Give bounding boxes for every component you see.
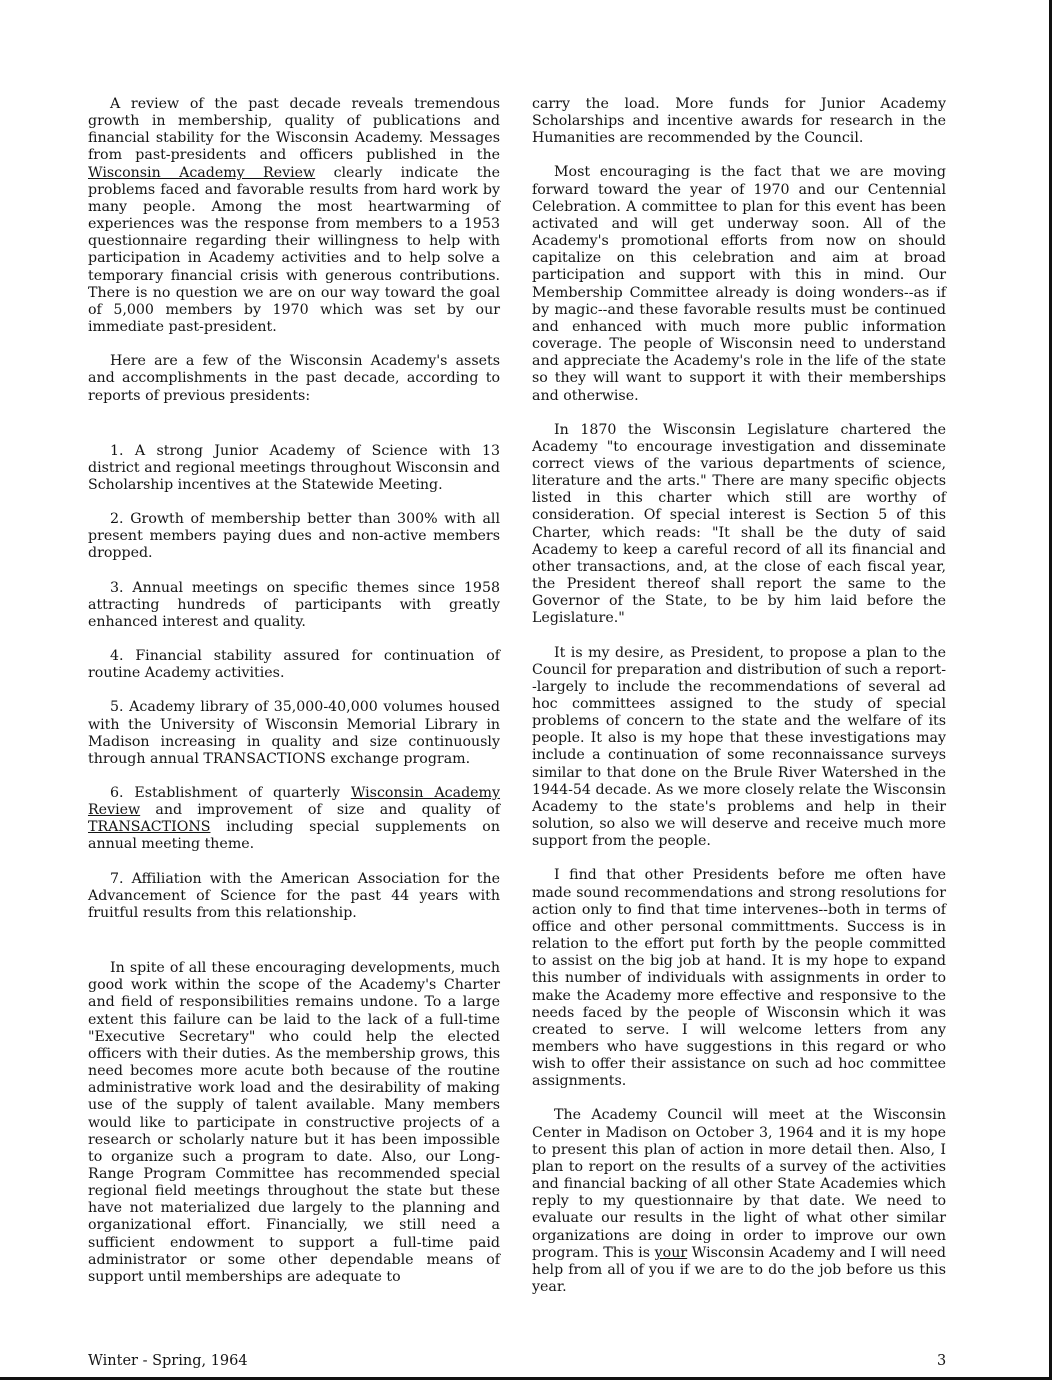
intro-paragraph (88, 96, 500, 336)
item-6-review-title: Wisconsin Academy Review (88, 785, 501, 819)
list-item: 4. Financial stability assured for continuation of routine Academy activities. (88, 648, 500, 682)
list-item: 5. Academy library of 35,000-40,000 volumes housed with the University of Wisconsin Memorial Library in Madison increasing in quality and size continuously through annual TRANSACTIONS exchange program. (88, 699, 500, 767)
presidents-paragraph: I find that other Presidents before me often have made sound recommendations and strong resolutions for action only to find that time intervenes--both in terms of office and other personal committments. Success is in relation to the effort put forth by the people committed to assist on the big job at hand. It is my hope to expand this number of individuals with assignments in order to make the Academy more effective and responsive to the needs faced by the people of Wisconsin which it was created to serve. I will welcome letters from any members who have suggestions in this regard or who wish to offer their assistance on such ad hoc committee assignments. (532, 867, 946, 1090)
intro-text: A review of the past decade reveals tremendous growth in membership, quality of publications and financial stability for the Wisconsin Academy. Messages from past-presidents and officers published in the (88, 96, 500, 164)
item-6-end: including special supplements on annual meeting theme. (88, 819, 500, 853)
assets-paragraph: Here are a few of the Wisconsin Academy's assets and accomplishments in the past decade, according to reports of previous presidents: (88, 353, 500, 404)
issue-footer: Winter - Spring, 1964 (88, 1353, 248, 1369)
undone-paragraph: In spite of all these encouraging developments, much good work within the scope of the Academy's Charter and field of responsibilities remains undone. To a large extent this failure can be laid to the lack of a full-time "Executive Secretary" who could help the elected officers with their duties. As the membership grows, this need becomes more acute both because of the routine administrative work load and the desirability of making use of the supply of talent available. Many members would like to participate in constructive projects of a research or scholarly nature but it has been impossible to organize such a program to date. Also, our Long-Range Program Committee has recommended special regional field meetings throughout the state but these have not materialized due largely to the planning and organizational effort. Financially, we still need a sufficient endowment to support a full-time paid administrator or some other dependable means of support until memberships are adequate to (88, 960, 500, 1285)
desire-paragraph: It is my desire, as President, to propose a plan to the Council for preparation and distribution of such a report--largely to include the recommendations of several ad hoc committees assigned to the study of special problems of concern to the state and the welfare of its people. It also is my hope that these investigations may include a continuation of some reconnaissance surveys similar to that done on the Brule River Watershed in the 1944-54 decade. As we more closely relate the Wisconsin Academy to the state's problems and help in their solution, so also we will deserve and receive much more support from the people. (532, 644, 946, 850)
list-item: 1. A strong Junior Academy of Science with 13 district and regional meetings throughout Wisconsin and Scholarship incentives at the Statewide Meeting. (88, 442, 500, 493)
your-emphasis: your (654, 1244, 688, 1261)
intro-text-end: clearly indicate the problems faced and favorable results from hard work by many people. Among the most heartwarming of experiences was the response from members to a 1953 questionnaire regarding their willingness to help with participation in Academy activities and to help solve a temporary financial crisis with generous contributions. There is no question we are on our way toward the goal of 5,000 members by 1970 which was set by our immediate past-president. (88, 164, 500, 336)
page-number: 3 (937, 1353, 947, 1369)
left-column (88, 96, 500, 1286)
item-6-start: 6. Establishment of quarterly (110, 785, 340, 801)
right-column (532, 96, 946, 1296)
list-item: 3. Annual meetings on specific themes since 1958 attracting hundreds of participants with greatly enhanced interest and quality. (88, 579, 500, 630)
encouraging-paragraph: Most encouraging is the fact that we are moving forward toward the year of 1970 and our Centennial Celebration. A committee to plan for this event has been activated and will get underway soon. All of the Academy's promotional efforts from now on should capitalize on this celebration and aim at broad participation and support with this in mind. Our Membership Committee already is doing wonders--as if by magic--and these favorable results must be continued and enhanced with much more public information coverage. The people of Wisconsin need to understand and appreciate the Academy's role in the life of the state so they will want to support it with their memberships and otherwise. (532, 164, 946, 404)
list-item: 7. Affiliation with the American Association for the Advancement of Science for the past 44 years with fruitful results from this relationship. (88, 870, 500, 921)
council-text: The Academy Council will meet at the Wisconsin Center in Madison on October 3, 1964 and it is my hope to present this plan of action in more detail then. Also, I plan to report on the results of a survey of the activities and financial backing of all other State Academies which reply to my questionnaire by that date. We need to evaluate our results in the light of what other similar organizations are doing in order to improve our own program. This is (532, 1107, 946, 1261)
council-text-end: Wisconsin Academy and I will need help from all of you if we are to do the job before us this year. (532, 1244, 946, 1295)
review-title: Wisconsin Academy Review (88, 164, 316, 181)
item-6-transactions-title: TRANSACTIONS (88, 819, 211, 836)
list-item: 2. Growth of membership better than 300% with all present members paying dues and non-active members dropped. (88, 511, 500, 562)
list-item (88, 785, 500, 854)
load-paragraph: carry the load. More funds for Junior Academy Scholarships and incentive awards for research in the Humanities are recommended by the Council. (532, 96, 946, 147)
council-paragraph (532, 1107, 946, 1296)
charter-paragraph: In 1870 the Wisconsin Legislature chartered the Academy "to encourage investigation and disseminate correct views of the various departments of science, literature and the arts." There are many specific objects listed in this charter which still are worthy of consideration. Of special interest is Section 5 of this Charter, which reads: "It shall be the duty of said Academy to keep a careful record of all its financial and other transactions, and, at the close of each fiscal year, the President thereof shall report the same to the Governor of the State, to be by him laid before the Legislature." (532, 421, 946, 627)
item-6-mid: and improvement of size and quality of (155, 802, 501, 819)
accomplishments-list (88, 443, 500, 922)
